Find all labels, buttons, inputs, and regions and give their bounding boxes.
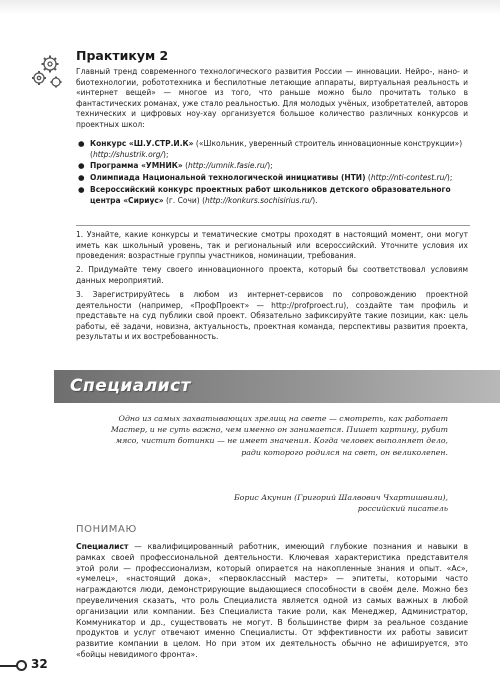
author-role: российский писатель bbox=[357, 504, 448, 514]
gears-icon bbox=[30, 50, 70, 92]
contest-desc: (г. Сочи) ( bbox=[163, 195, 206, 205]
contest-list bbox=[78, 139, 470, 207]
contest-desc: («Школьник, уверенный строитель инновационные конструкции») ( bbox=[90, 139, 463, 159]
praktikum-title: Практикум 2 bbox=[76, 48, 169, 63]
contest-link[interactable]: http://nti-contest.ru/ bbox=[370, 173, 447, 183]
epigraph-quote: Одно из самых захватывающих зрелищ на свете — смотреть, как работает Мастер, и не суть важно, чем именно он занимается. Пишет картину, рубит мясо, чистит ботинки — не имеет значения. Когда человек выполняет дело, ради которого родился на свет, он великолепен. bbox=[110, 414, 448, 457]
contest-name: Олимпиада Национальной технологической инициативы (НТИ) bbox=[90, 173, 366, 183]
contest-tail: ); bbox=[163, 149, 169, 159]
page-number-circle bbox=[16, 660, 27, 671]
contest-desc: ( bbox=[182, 161, 189, 171]
contest-name: Программа «УМНИК» bbox=[90, 161, 183, 171]
epigraph-author bbox=[148, 492, 448, 514]
contest-item bbox=[78, 161, 470, 172]
author-name: Борис Акунин (Григорий Шалвович Чхартишвили), bbox=[233, 493, 448, 502]
task-step-1: 1. Узнайте, какие конкурсы и тематические смотры проходят в настоящий момент, они могут иметь как школьный уровень, так и региональный или всероссийский. Уточните условия их проведения: возрастные группы участников, номинации, требования. bbox=[76, 230, 468, 261]
definition-term: Специалист bbox=[76, 542, 129, 551]
task-step-3: 3. Зарегистрируйтесь в любом из интернет-сервисов по сопровождению проектной деятельности (например, «ПрофПроект» — http://profproect.ru), создайте там профиль и представьте на суд публики свой проект. Обязательно зафиксируйте такие позиции, как: цель работы, её задачи, новизна, актуальность, проектная команда, перспективы развития проекта, результаты и их востребованность. bbox=[76, 290, 468, 342]
contest-link[interactable]: http://shustrik.org/ bbox=[92, 149, 164, 159]
section-heading: ПОНИМАЮ bbox=[76, 524, 137, 535]
contest-item bbox=[78, 185, 470, 206]
section-divider bbox=[76, 225, 470, 226]
definition-text: — квалифицированный работник, имеющий глубокие познания и навыки в рамках своей профессиональной деятельности. Ключевая характеристика представителя этой роли — профессионализм, который опирается на накопленные знания и опыт. «Ас», «умелец», «настоящий дока», «первоклассный мастер» — эпитеты, которыми часто награждаются люди, демонстрирующие выдающиеся способности в своём деле. Можно без преувеличения сказать, что роль Специалиста является одной из самых важных в любой организации или компании. Без Специалиста такие роли, как Менеджер, Администратор, Коммуникатор и др., существовать не могут. В большинстве фирм за реальное создание продуктов и услуг отвечают именно Специалисты. От эффективности их работы зависит развитие компании в целом. Но при этом их деятельность обычно не афишируется, это «бойцы невидимого фронта». bbox=[76, 542, 468, 659]
specialist-title: Специалист bbox=[70, 376, 192, 396]
specialist-banner bbox=[54, 370, 500, 403]
page-number: 32 bbox=[31, 657, 48, 671]
contest-desc: ( bbox=[365, 173, 371, 183]
task-step-2: 2. Придумайте тему своего инновационного проекта, который бы соответствовал условиям данных мероприятий. bbox=[76, 265, 468, 285]
contest-tail: ); bbox=[446, 173, 453, 183]
contest-item bbox=[78, 173, 470, 184]
praktikum-intro: Главный тренд современного технологического развития России — инновации. Нейро-, нано- и биотехнологии, робототехника и беспилотные летающие аппараты, виртуальная реальность и «интернет вещей» — многое из того, что раньше можно было прочитать только в фантастических романах, уже стало реальностью. Для молодых учёных, изобретателей, авторов технических и цифровых ноу-хау организуется большое количество различных конкурсов и проектных школ: bbox=[76, 67, 468, 129]
contest-name: Конкурс «Ш.У.СТР.И.К» bbox=[90, 139, 194, 148]
specialist-definition bbox=[76, 542, 468, 661]
contest-tail: ); bbox=[267, 161, 273, 171]
contest-link[interactable]: http://umnik.fasie.ru/ bbox=[188, 161, 268, 171]
top-decoration bbox=[0, 0, 500, 14]
contest-item bbox=[78, 139, 470, 160]
contest-name: Всероссийский конкурс проектных работ школьников детского образовательного центра «Сириус» bbox=[90, 184, 451, 205]
contest-tail: ). bbox=[312, 195, 318, 205]
contest-link[interactable]: http://konkurs.sochisirius.ru/ bbox=[205, 195, 313, 205]
